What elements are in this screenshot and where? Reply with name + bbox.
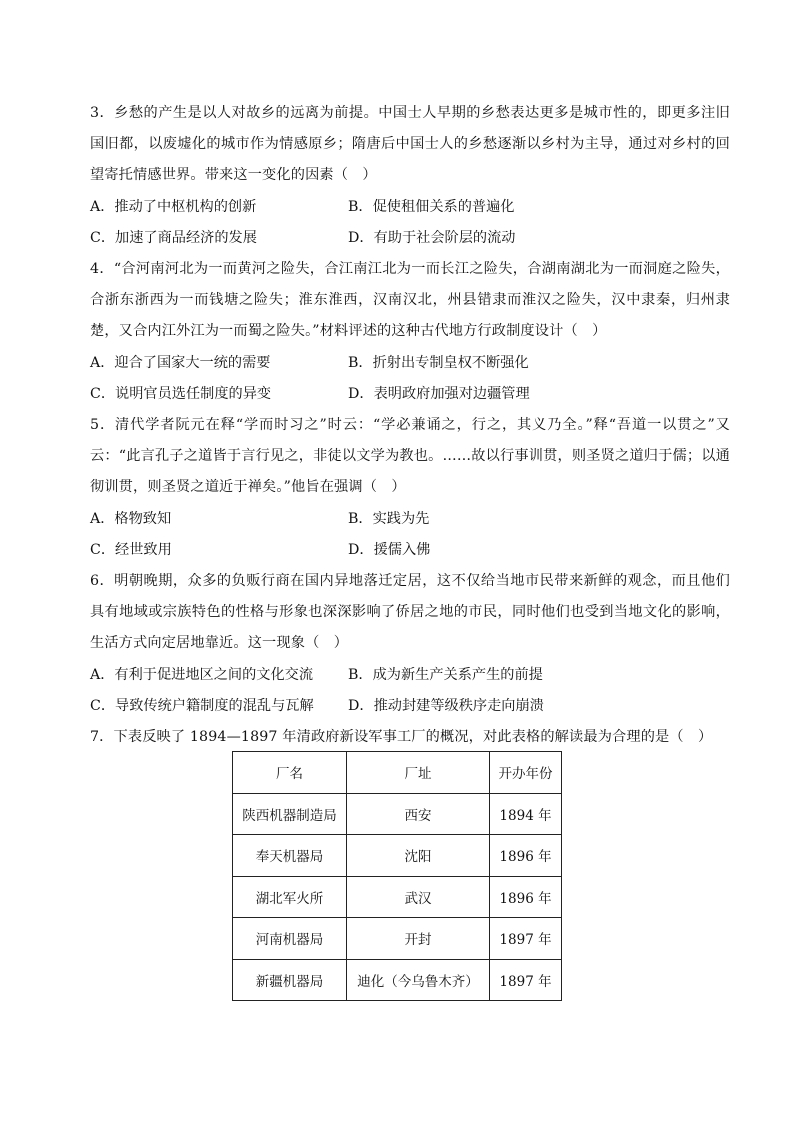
cell-year: 1897 年 xyxy=(490,959,562,1001)
cell-factory-name: 新疆机器局 xyxy=(233,959,347,1001)
option-b: B．实践为先 xyxy=(348,510,430,527)
cell-factory-name: 奉天机器局 xyxy=(233,835,347,877)
option-a: A．推动了中枢机构的创新 xyxy=(90,198,257,215)
question-stem: 6．明朝晚期，众多的负贩行商在国内异地落迁定居，这不仅给当地市民带来新鲜的观念，而且他们具有地域或宗族特色的性格与形象也深深影响了侨居之地的市民，同时他们也受到当地文化的影响，生活方式向定居地靠近。这一现象（ ） xyxy=(90,573,730,652)
options xyxy=(90,504,730,566)
question-page xyxy=(90,98,730,753)
question-3 xyxy=(90,98,730,254)
option-c: C．导致传统户籍制度的混乱与瓦解 xyxy=(90,697,314,714)
question-stem: 7．下表反映了 1894—1897 年清政府新设军事工厂的概况，对此表格的解读最为合理的是（ ） xyxy=(90,729,713,746)
option-d: D．表明政府加强对边疆管理 xyxy=(348,385,530,402)
cell-year: 1897 年 xyxy=(490,918,562,960)
header-factory-name: 厂名 xyxy=(233,752,347,794)
table-row xyxy=(233,793,562,835)
table-row xyxy=(233,959,562,1001)
cell-factory-name: 湖北军火所 xyxy=(233,876,347,918)
option-d: D．有助于社会阶层的流动 xyxy=(348,229,516,246)
question-stem: 4．“合河南河北为一而黄河之险失，合江南江北为一而长江之险失，合湖南湖北为一而洞庭之险失，合浙东浙西为一而钱塘之险失；淮东淮西，汉南汉北，州县错隶而淮汉之险失，汉中隶秦，归州隶楚，又合内江外江为一而蜀之险失。”材料评述的这种古代地方行政制度设计（ ） xyxy=(90,261,730,340)
option-c: C．加速了商品经济的发展 xyxy=(90,229,257,246)
cell-year: 1896 年 xyxy=(490,835,562,877)
option-d: D．推动封建等级秩序走向崩溃 xyxy=(348,697,544,714)
question-5 xyxy=(90,410,730,566)
option-d: D．援儒入佛 xyxy=(348,541,431,558)
factory-table-wrapper xyxy=(232,751,562,1001)
options xyxy=(90,660,730,722)
option-b: B．促使租佃关系的普遍化 xyxy=(348,198,515,215)
cell-location: 开封 xyxy=(347,918,490,960)
question-stem: 3．乡愁的产生是以人对故乡的远离为前提。中国士人早期的乡愁表达更多是城市性的，即更多注旧国旧都，以废墟化的城市作为情感原乡；隋唐后中国士人的乡愁逐渐以乡村为主导，通过对乡村的回望寄托情感世界。带来这一变化的因素（ ） xyxy=(90,105,730,184)
table-row xyxy=(233,835,562,877)
cell-year: 1896 年 xyxy=(490,876,562,918)
cell-location: 迪化（今乌鲁木齐） xyxy=(347,959,490,1001)
option-c: C．经世致用 xyxy=(90,541,172,558)
question-4 xyxy=(90,254,730,410)
option-c: C．说明官员选任制度的异变 xyxy=(90,385,272,402)
header-year: 开办年份 xyxy=(490,752,562,794)
table-header-row xyxy=(233,752,562,794)
table-row xyxy=(233,918,562,960)
option-b: B．折射出专制皇权不断强化 xyxy=(348,354,529,371)
option-a: A．有利于促进地区之间的文化交流 xyxy=(90,666,314,683)
question-7 xyxy=(90,722,730,753)
question-stem: 5．清代学者阮元在释“学而时习之”时云：“学必兼诵之，行之，其义乃全。”释“吾道一以贯之”又云：“此言孔子之道皆于言行见之，非徒以文学为教也。……故以行事训贯，则圣贤之道归于儒；以通彻训贯，则圣贤之道近于禅矣。”他旨在强调（ ） xyxy=(90,417,730,496)
cell-factory-name: 河南机器局 xyxy=(233,918,347,960)
table-row xyxy=(233,876,562,918)
header-location: 厂址 xyxy=(347,752,490,794)
cell-year: 1894 年 xyxy=(490,793,562,835)
options xyxy=(90,192,730,254)
cell-location: 西安 xyxy=(347,793,490,835)
question-6 xyxy=(90,566,730,722)
factory-table xyxy=(232,751,562,1001)
cell-location: 沈阳 xyxy=(347,835,490,877)
options xyxy=(90,348,730,410)
option-b: B．成为新生产关系产生的前提 xyxy=(348,666,543,683)
cell-factory-name: 陕西机器制造局 xyxy=(233,793,347,835)
option-a: A．格物致知 xyxy=(90,510,172,527)
option-a: A．迎合了国家大一统的需要 xyxy=(90,354,271,371)
cell-location: 武汉 xyxy=(347,876,490,918)
